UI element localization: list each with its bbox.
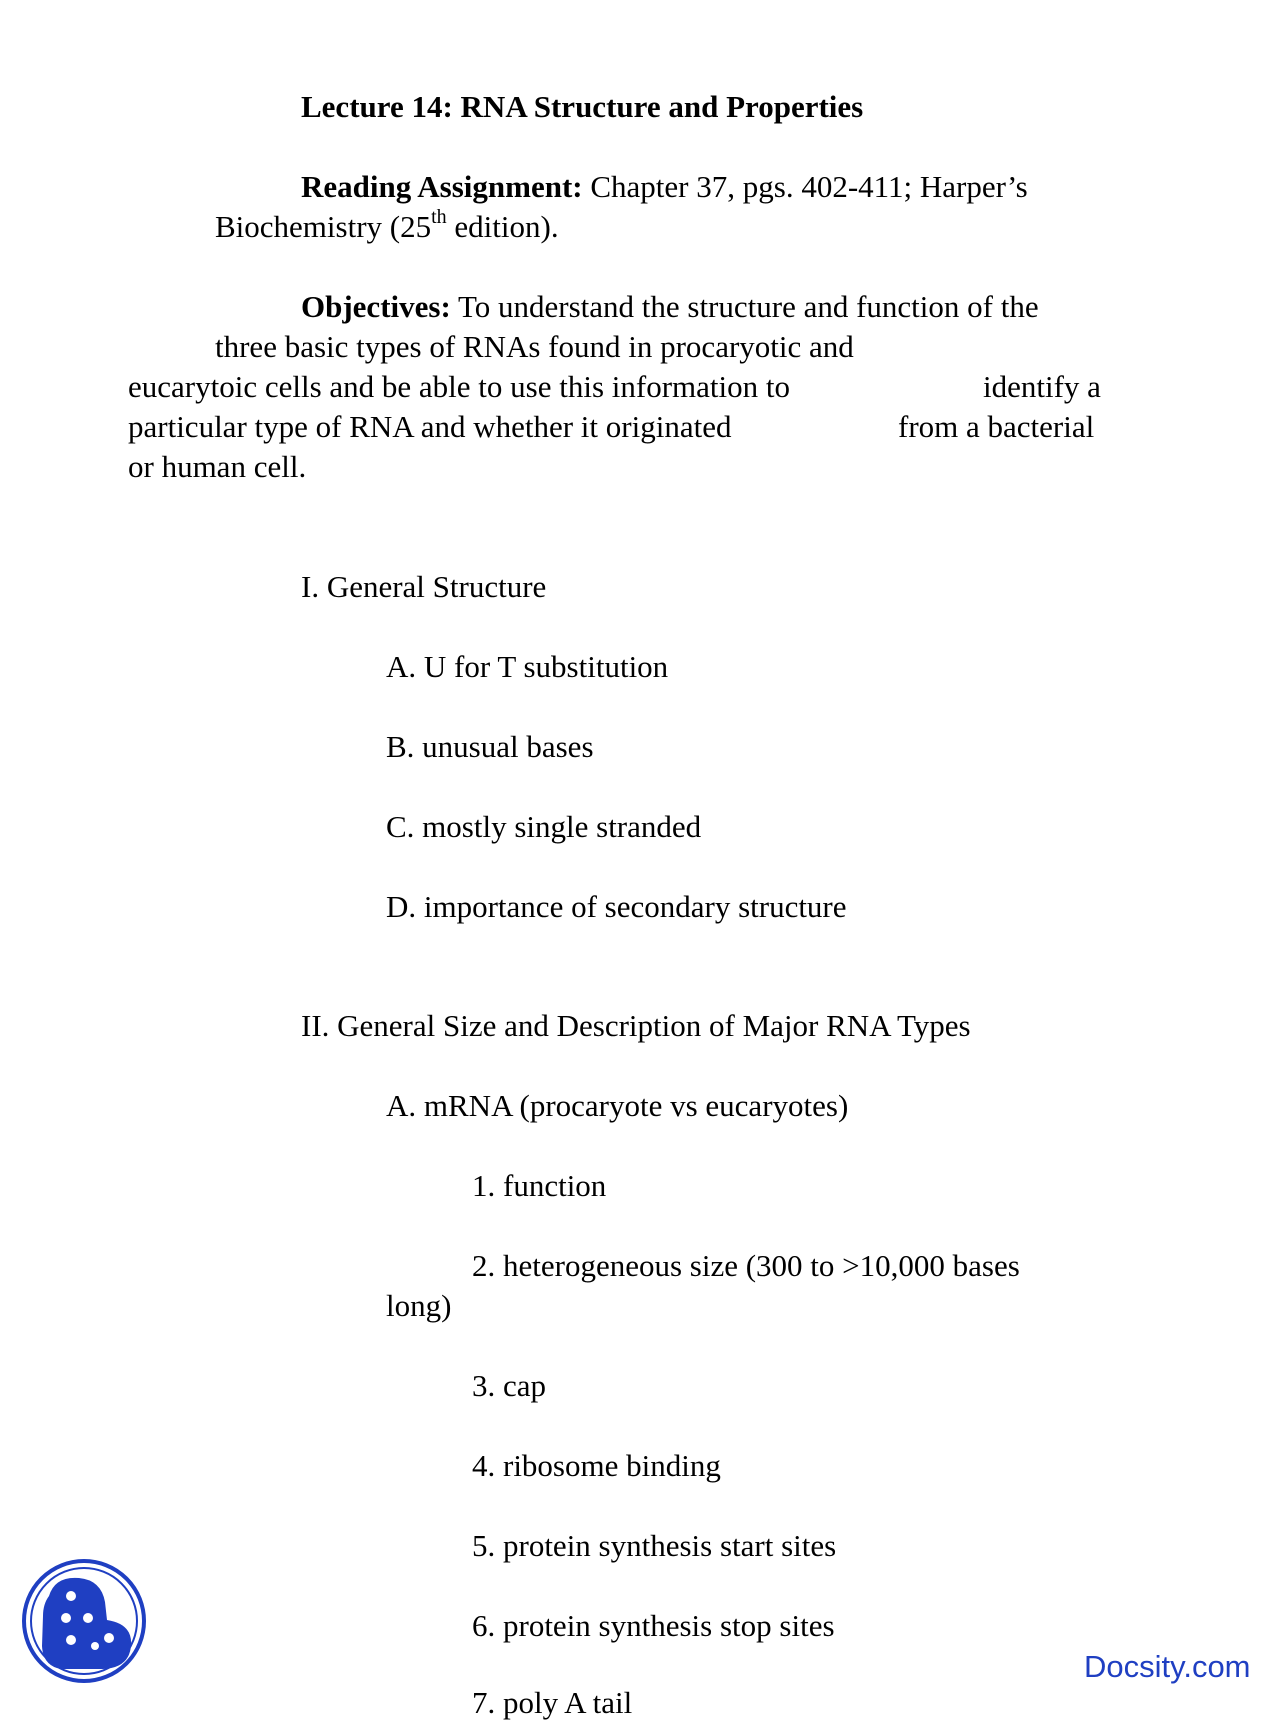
docsity-watermark[interactable]: Docsity.com [1084,1649,1251,1684]
section-2-subheading: A. mRNA (procaryote vs eucaryotes) [386,1088,849,1123]
section-1-item: A. U for T substitution [386,649,669,684]
section-2-item: 6. protein synthesis stop sites [472,1608,835,1643]
objectives-line-3-right: identify a [983,369,1101,404]
reading-line2-suffix: edition). [446,209,559,244]
section-2-item: 7. poly A tail [472,1685,633,1720]
objectives-line1-text: To understand the structure and function of the [450,289,1039,324]
page-title: Lecture 14: RNA Structure and Properties [301,89,864,124]
section-2-item: 4. ribosome binding [472,1448,721,1483]
reading-assignment-line-2 [215,205,559,246]
objectives-line-4-right: from a bacterial [898,409,1095,444]
section-1-heading: I. General Structure [301,569,547,604]
objectives-line-5: or human cell. [128,449,307,484]
reading-line2-prefix: Biochemistry (25 [215,209,432,244]
section-2-item: 1. function [472,1168,607,1203]
section-2-item-continuation: long) [386,1288,452,1323]
objectives-line-4-left: particular type of RNA and whether it originated [128,409,732,444]
objectives-line-1 [301,288,1039,326]
section-1-item: D. importance of secondary structure [386,889,847,924]
objectives-line-3-left: eucarytoic cells and be able to use this information to [128,369,790,404]
section-2-heading: II. General Size and Description of Major RNA Types [301,1008,971,1043]
section-2-item: 2. heterogeneous size (300 to >10,000 bases [472,1248,1020,1283]
section-1-item: C. mostly single stranded [386,809,702,844]
section-2-item: 3. cap [472,1368,547,1403]
objectives-line-2: three basic types of RNAs found in procaryotic and [215,329,854,364]
objectives-label: Objectives: [301,289,451,324]
docsity-logo-icon [21,1558,147,1684]
reading-assignment-label: Reading Assignment: [301,169,583,204]
reading-assignment-text: Chapter 37, pgs. 402-411; Harper’s [582,169,1028,204]
reading-line2-sup: th [431,205,447,228]
reading-assignment-line [301,168,1028,206]
section-1-item: B. unusual bases [386,729,594,764]
section-2-item: 5. protein synthesis start sites [472,1528,837,1563]
